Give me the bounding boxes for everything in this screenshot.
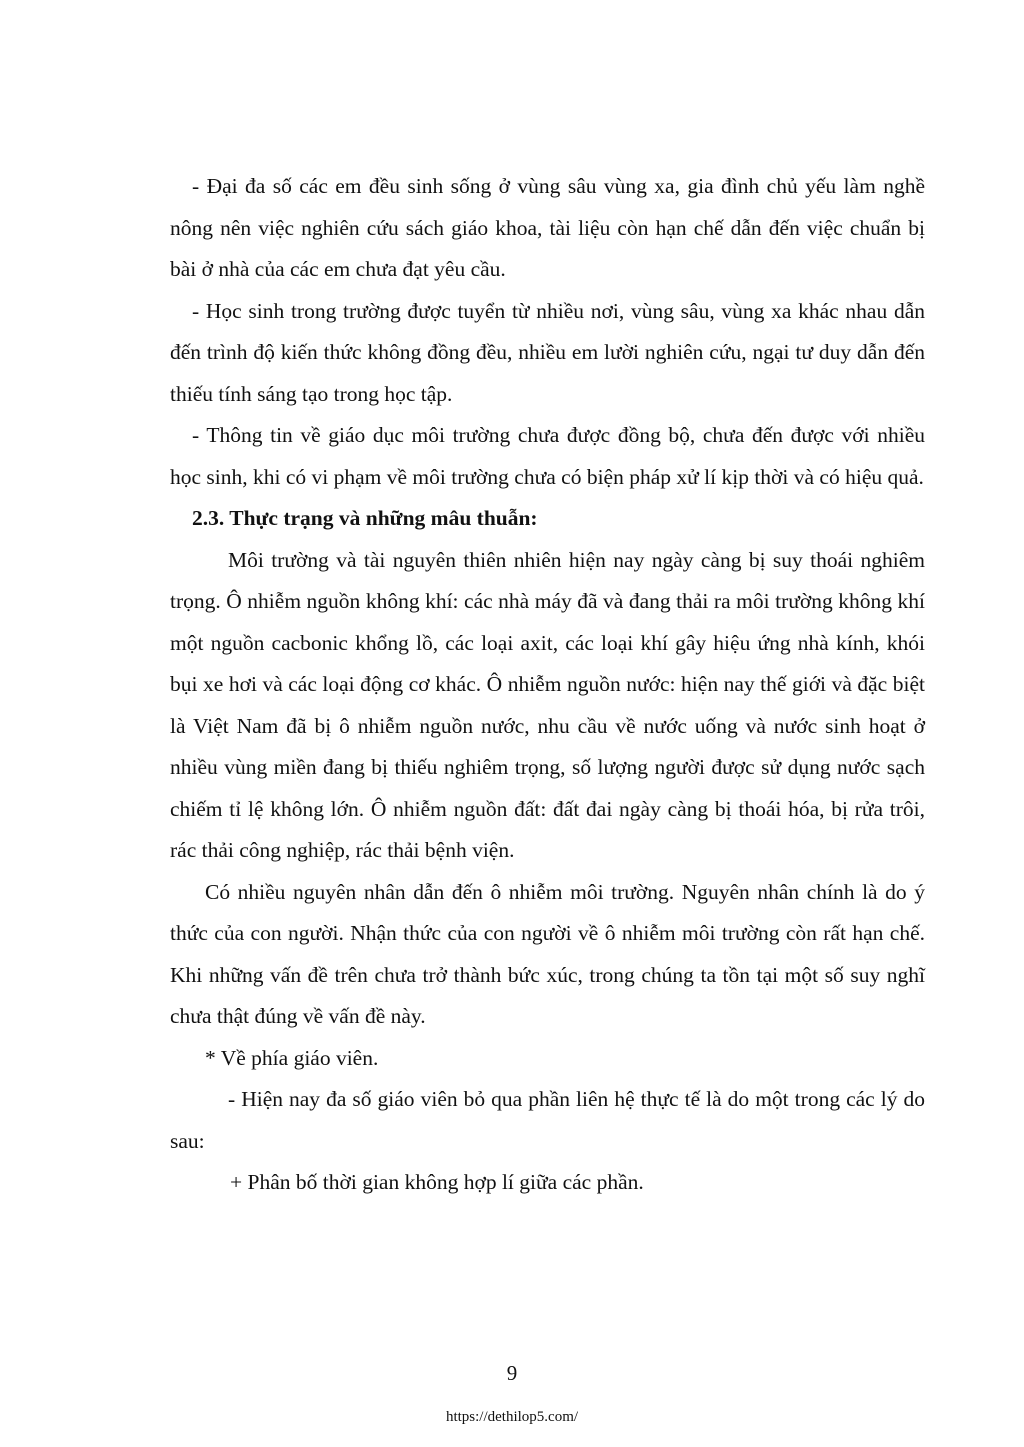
paragraph-time-allocation: + Phân bố thời gian không hợp lí giữa các phần. xyxy=(230,1170,644,1194)
document-body xyxy=(170,166,925,1204)
page-number: 9 xyxy=(506,1361,518,1385)
paragraph-environment-information: - Thông tin về giáo dục môi trường chưa được đồng bộ, chưa đến được với nhiều học sinh, khi có vi phạm về môi trường chưa có biện pháp xử lí kịp thời và có hiệu quả. xyxy=(170,423,925,489)
footer-url: https://dethilop5.com/ xyxy=(445,1409,579,1425)
paragraph-students-remote-areas: - Đại đa số các em đều sinh sống ở vùng sâu vùng xa, gia đình chủ yếu làm nghề nông nên việc nghiên cứu sách giáo khoa, tài liệu còn hạn chế dẫn đến việc chuẩn bị bài ở nhà của các em chưa đạt yêu cầu. xyxy=(170,174,925,281)
paragraph-pollution-causes: Có nhiều nguyên nhân dẫn đến ô nhiễm môi trường. Nguyên nhân chính là do ý thức của con người. Nhận thức của con người về ô nhiễm môi trường còn rất hạn chế. Khi những vấn đề trên chưa trở thành bức xúc, trong chúng ta tồn tại một số suy nghĩ chưa thật đúng về vấn đề này. xyxy=(170,879,925,1028)
paragraph-teacher-reasons: - Hiện nay đa số giáo viên bỏ qua phần liên hệ thực tế là do một trong các lý do sau: xyxy=(170,1087,925,1153)
paragraph-teacher-side: * Về phía giáo viên. xyxy=(205,1045,379,1070)
paragraph-students-uneven-knowledge: - Học sinh trong trường được tuyển từ nhiều nơi, vùng sâu, vùng xa khác nhau dẫn đến trình độ kiến thức không đồng đều, nhiều em lười nghiên cứu, ngại tư duy dẫn đến thiếu tính sáng tạo trong học tập. xyxy=(170,298,925,406)
paragraph-environment-degradation: Môi trường và tài nguyên thiên nhiên hiện nay ngày càng bị suy thoái nghiêm trọng. Ô nhiễm nguồn không khí: các nhà máy đã và đang thải ra môi trường không khí một nguồn cacbonic khổng lồ, các loại axit, các loại khí gây hiệu ứng nhà kính, khói bụi xe hơi và các loại động cơ khác. Ô nhiễm nguồn nước: hiện nay thế giới và đặc biệt là Việt Nam đã bị ô nhiễm nguồn nước, nhu cầu về nước uống và nước sinh hoạt ở nhiều vùng miền đang bị thiếu nghiêm trọng, số lượng người được sử dụng nước sạch chiếm tỉ lệ không lớn. Ô nhiễm nguồn đất: đất đai ngày càng bị thoái hóa, bị rửa trôi, rác thải công nghiệp, rác thải bệnh viện. xyxy=(170,547,925,862)
section-heading: 2.3. Thực trạng và những mâu thuẫn: xyxy=(192,506,538,530)
